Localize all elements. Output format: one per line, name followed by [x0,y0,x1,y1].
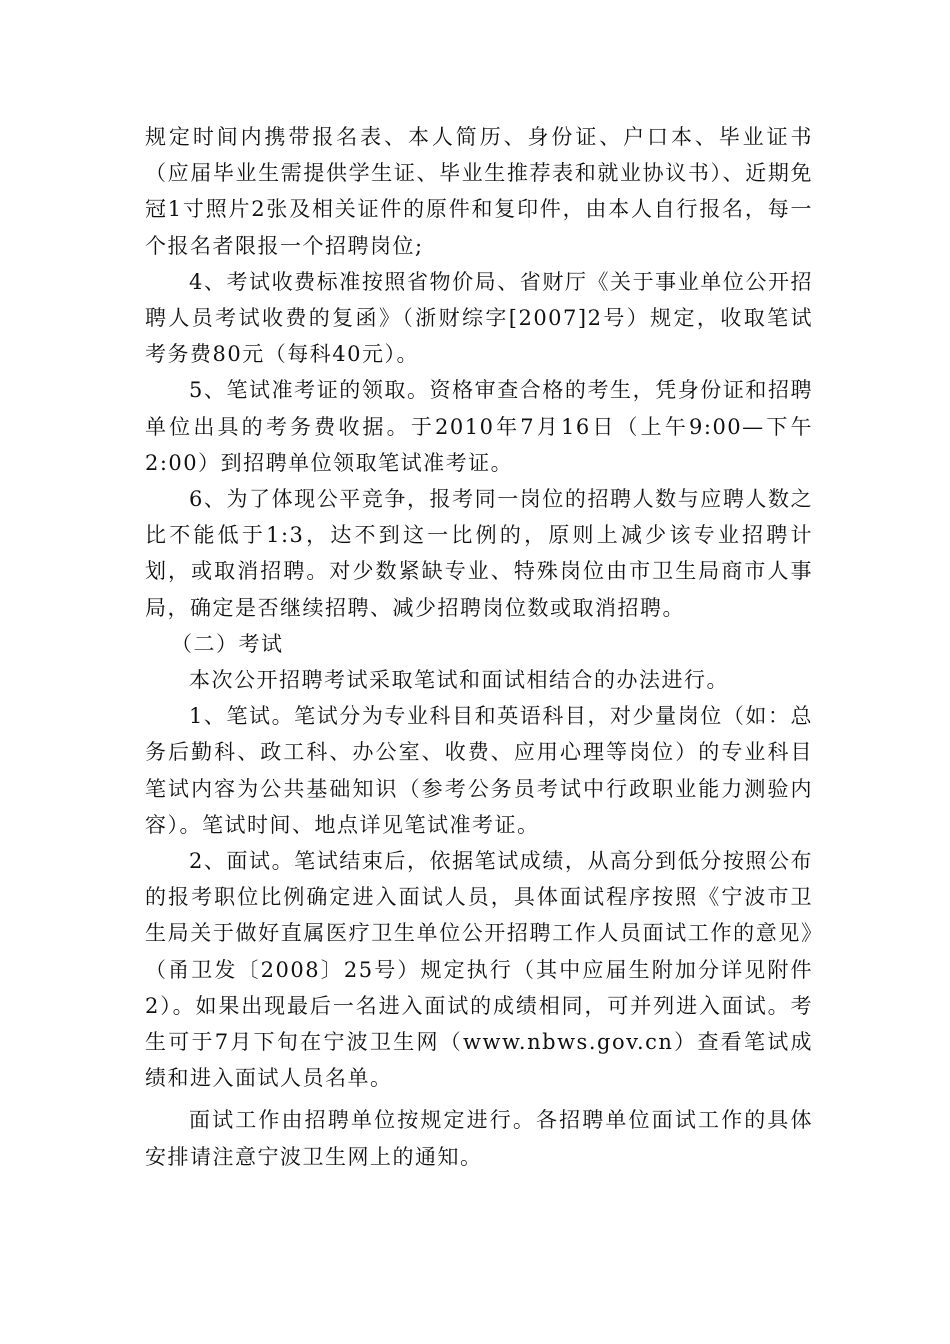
section-heading-exam: （二）考试 [171,631,284,656]
paragraph-admission-ticket: 5、笔试准考证的领取。资格审查合格的考生，凭身份证和招聘单位出具的考务费收据。于2010年7月16日（上午9:00—下午2:00）到招聘单位领取笔试准考证。 [145,378,813,475]
paragraph-interview-arrangement: 面试工作由招聘单位按规定进行。各招聘单位面试工作的具体安排请注意宁波卫生网上的通知。 [145,1108,813,1169]
paragraph-exam-fee: 4、考试收费标准按照省物价局、省财厅《关于事业单位公开招聘人员考试收费的复函》（浙财综字[2007]2号）规定，收取笔试考务费80元（每科40元）。 [145,269,813,367]
paragraph-interview: 2、面试。笔试结束后，依据笔试成绩，从高分到低分按照公布的报考职位比例确定进入面试人员，具体面试程序按照《宁波市卫生局关于做好直属医疗卫生单位公开招聘工作人员面试工作的意见》（甬卫发〔2008〕25号）规定执行（其中应届生附加分详见附件2）。如果出现最后一名进入面试的成绩相同，可并列进入面试。考生可于7月下旬在宁波卫生网（www.nbws.gov.cn）查看笔试成绩和进入面试人员名单。 [145,849,813,1091]
document-body [145,119,813,1175]
paragraph-registration-materials: 规定时间内携带报名表、本人简历、身份证、户口本、毕业证书（应届毕业生需提供学生证、毕业生推荐表和就业协议书）、近期免冠1寸照片2张及相关证件的原件和复印件，由本人自行报名，每一个报名者限报一个招聘岗位; [145,125,813,258]
paragraph-fair-competition: 6、为了体现公平竞争，报考同一岗位的招聘人数与应聘人数之比不能低于1:3，达不到这一比例的，原则上减少该专业招聘计划，或取消招聘。对少数紧缺专业、特殊岗位由市卫生局商市人事局，确定是否继续招聘、减少招聘岗位数或取消招聘。 [145,487,813,620]
paragraph-written-exam: 1、笔试。笔试分为专业科目和英语科目，对少量岗位（如：总务后勤科、政工科、办公室、收费、应用心理等岗位）的专业科目笔试内容为公共基础知识（参考公务员考试中行政职业能力测验内容）。笔试时间、地点详见笔试准考证。 [145,704,813,837]
paragraph-exam-method: 本次公开招聘考试采取笔试和面试相结合的办法进行。 [189,668,729,693]
